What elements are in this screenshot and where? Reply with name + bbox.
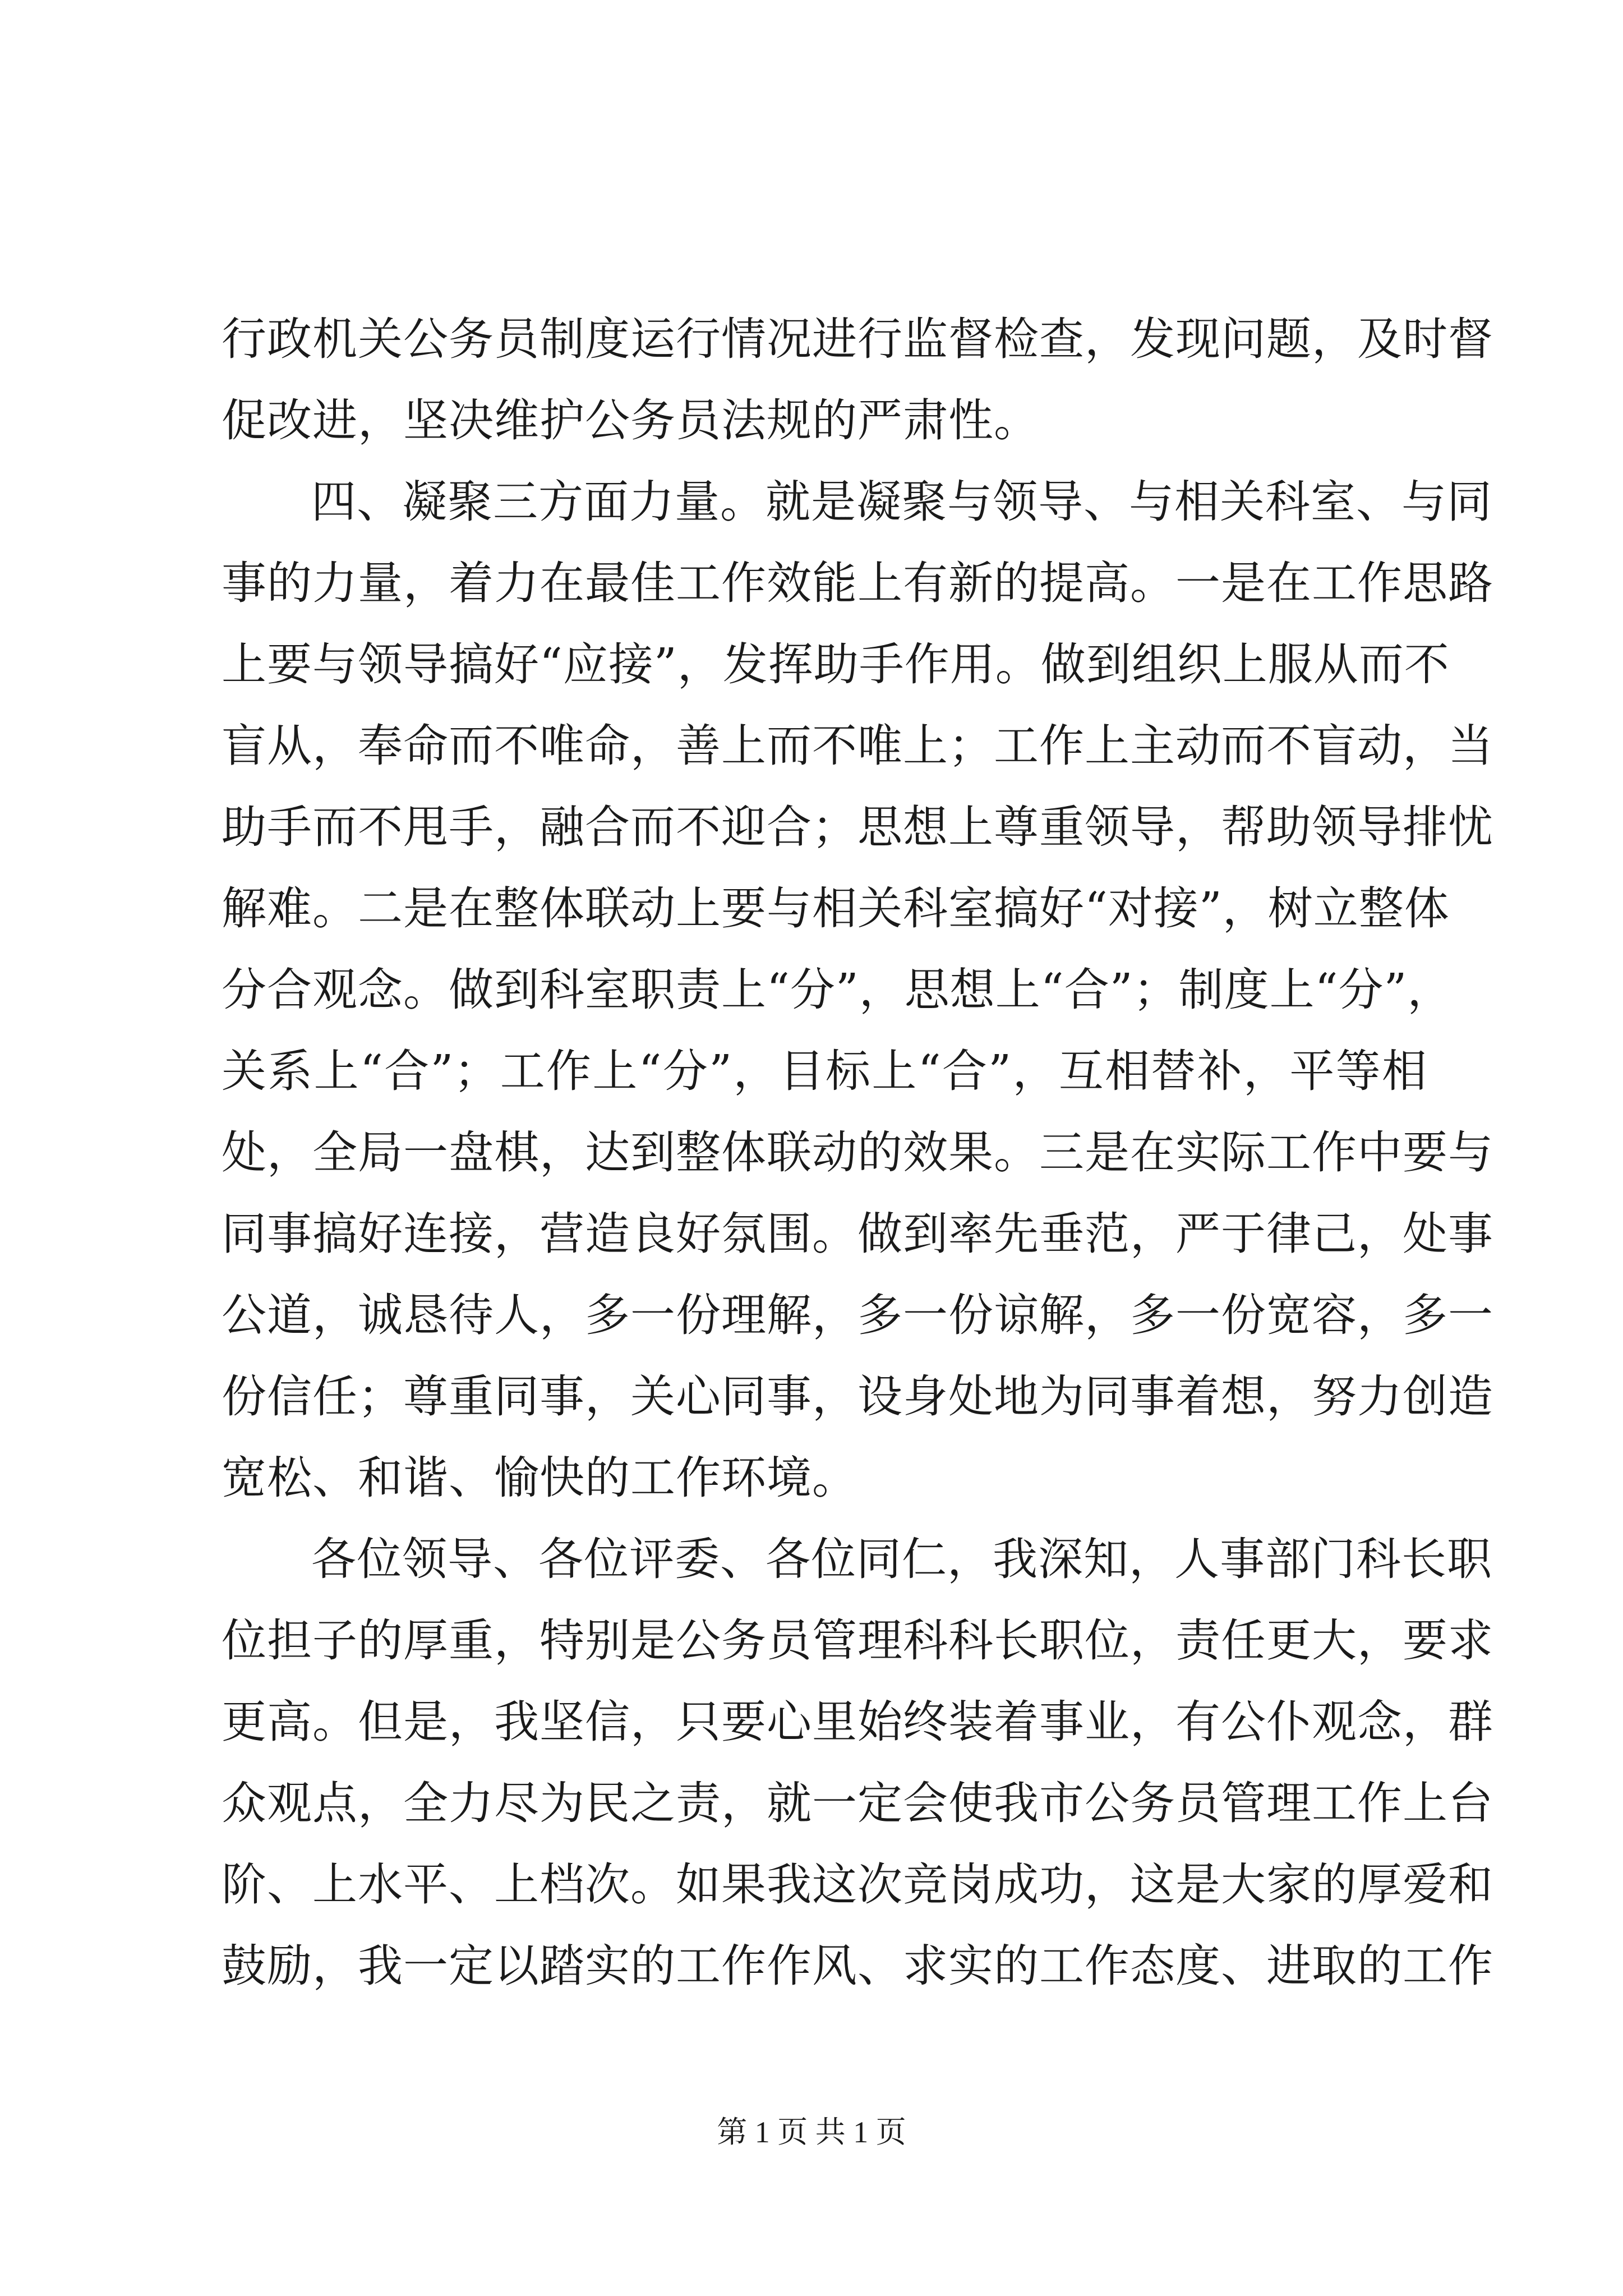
page-number-footer: 第 1 页 共 1 页 [717,2115,906,2149]
text-line: 众观点，全力尽为民之责，就一定会使我市公务员管理工作上台 [222,1777,1493,1829]
text-line: 事的力量，着力在最佳工作效能上有新的提高。一是在工作思路 [222,557,1493,609]
text-line: 解难。二是在整体联动上要与相关科室搞好“对接”，树立整体 [222,882,1450,935]
text-line: 助手而不甩手，融合而不迎合；思想上尊重领导，帮助领导排忧 [222,801,1493,853]
text-line: 同事搞好连接，营造良好氛围。做到率先垂范，严于律己，处事 [222,1208,1493,1260]
text-line: 更高。但是，我坚信，只要心里始终装着事业，有公仆观念，群 [222,1696,1493,1748]
text-line: 盲从，奉命而不唯命，善上而不唯上；工作上主动而不盲动，当 [222,720,1493,772]
text-line: 促改进，坚决维护公务员法规的严肃性。 [222,394,1039,447]
text-line: 鼓励，我一定以踏实的工作作风、求实的工作态度、进取的工作 [222,1940,1493,1992]
text-line: 宽松、和谐、愉快的工作环境。 [222,1452,857,1504]
text-line: 公道，诚恳待人，多一份理解，多一份谅解，多一份宽容，多一 [222,1289,1493,1341]
paragraph-start-line: 各位领导、各位评委、各位同仁，我深知，人事部门科长职 [311,1533,1492,1585]
text-line: 处，全局一盘棋，达到整体联动的效果。三是在实际工作中要与 [222,1126,1493,1179]
text-line: 分合观念。做到科室职责上“分”，思想上“合”；制度上“分”， [222,964,1453,1016]
text-line: 上要与领导搞好“应接”，发挥助手作用。做到组织上服从而不 [222,638,1450,691]
text-line: 阶、上水平、上档次。如果我这次竞岗成功，这是大家的厚爱和 [222,1858,1493,1911]
text-line: 关系上“合”；工作上“分”，目标上“合”，互相替补，平等相 [222,1045,1427,1097]
text-line: 位担子的厚重，特别是公务员管理科科长职位，责任更大，要求 [222,1614,1493,1667]
text-line: 份信任；尊重同事，关心同事，设身处地为同事着想，努力创造 [222,1370,1493,1423]
paragraph-start-line: 四、凝聚三方面力量。就是凝聚与领导、与相关科室、与同 [311,476,1492,528]
text-line: 行政机关公务员制度运行情况进行监督检查，发现问题，及时督 [222,313,1493,365]
